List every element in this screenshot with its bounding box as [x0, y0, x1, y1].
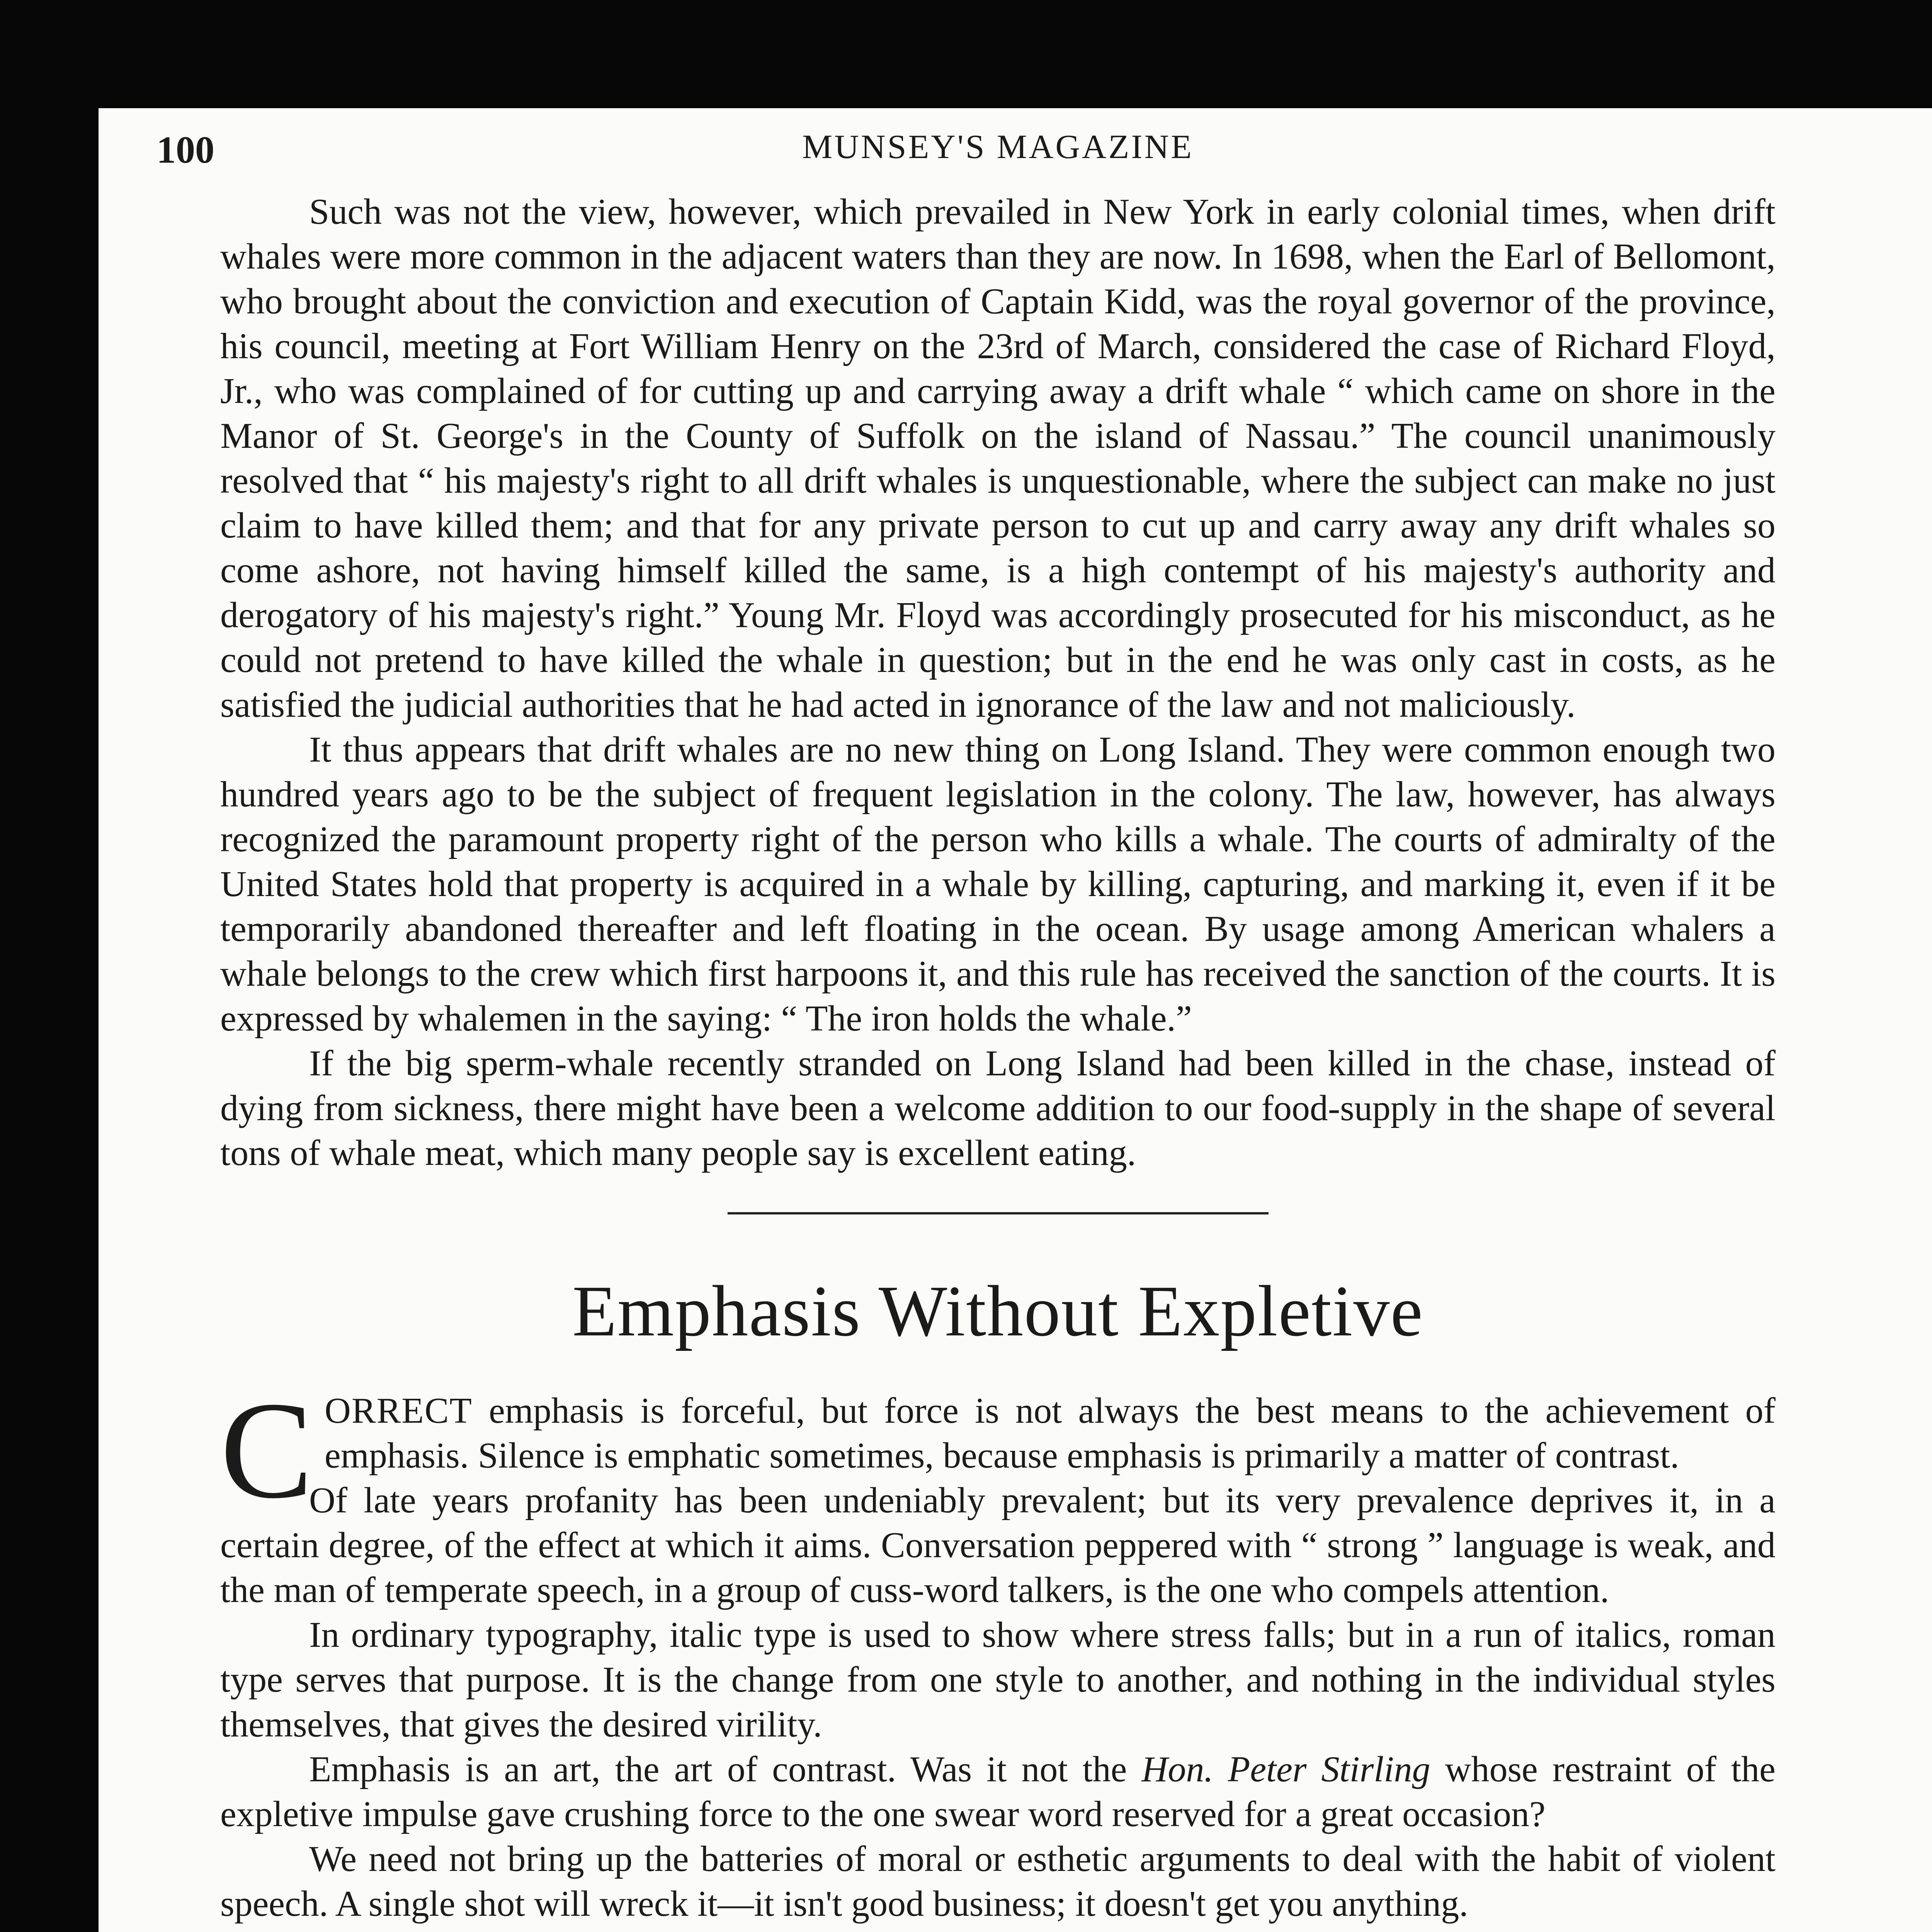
running-head: MUNSEY'S MAGAZINE — [802, 128, 1194, 166]
article2-paragraph-3: In ordinary typography, italic type is used to show where stress falls; but in a run of italics, roman type serves that purpose. It is the change from one style to another, and nothing in the individual styles themselves, that gives the desired virility. — [220, 1615, 1776, 1745]
drop-cap: C — [220, 1373, 313, 1527]
article2-paragraph-4 — [220, 1747, 1776, 1837]
p4-text-after: whose restraint of the expletive impulse gave crushing force to the one swear word reserved for a great occasion? — [220, 1749, 1776, 1834]
article2-paragraph-2: Of late years profanity has been undeniably prevalent; but its very prevalence deprives it, in a certain degree, of the effect at which it aims. Conversation peppered with “ strong ” language is weak, and the man of temperate speech, in a group of cuss-word talkers, is the one who compels attention. — [220, 1480, 1776, 1610]
p4-italic-name: Hon. Peter Stirling — [1141, 1749, 1430, 1789]
article-title: Emphasis Without Expletive — [572, 1270, 1423, 1351]
text-column — [156, 116, 1776, 1926]
article2-lead-paragraph — [220, 1373, 1776, 1527]
article1-paragraph-2: It thus appears that drift whales are no new thing on Long Island. They were common enough two hundred years ago to be the subject of frequent legislation in the colony. The law, however, has always recognized the paramount property right of the person who kills a whale. The courts of admiralty of the United States hold that property is acquired in a whale by killing, capturing, and marking it, even if it be temporarily abandoned thereafter and left floating in the ocean. By usage among American whalers a whale belongs to the crew which first harpoons it, and this rule has received the sanction of the courts. It is expressed by whalemen in the saying: “ The iron holds the whale.” — [220, 730, 1776, 1039]
lead-text: emphasis is forceful, but force is not always the best means to the achievement of emphasis. Silence is emphatic sometimes, because emphasis is primarily a matter of contrast. — [325, 1391, 1776, 1476]
article1-paragraph-1: Such was not the view, however, which prevailed in New York in early colonial times, when drift whales were more common in the adjacent waters than they are now. In 1698, when the Earl of Bellomont, who brought about the conviction and execution of Captain Kidd, was the royal governor of the province, his council, meeting at Fort William Henry on the 23rd of March, considered the case of Richard Floyd, Jr., who was complained of for cutting up and carrying away a drift whale “ which came on shore in the Manor of St. George's in the County of Suffolk on the island of Nassau.” The council unanimously resolved that “ his majesty's right to all drift whales is unquestionable, where the subject can make no just claim to have killed them; and that for any private person to cut up and carry away any drift whales so come ashore, not having himself killed the same, is a high contempt of his majesty's authority and derogatory of his majesty's right.” Young Mr. Floyd was accordingly prosecuted for his misconduct, as he could not pretend to have killed the whale in question; but in the end he was only cast in costs, as he satisfied the judicial authorities that he had acted in ignorance of the law and not maliciously. — [220, 192, 1776, 725]
page-header — [156, 116, 1776, 189]
article2-paragraph-5: We need not bring up the batteries of moral or esthetic arguments to deal with the habit of violent speech. A single shot will wreck it—it isn't good business; it doesn't get you anything. — [220, 1839, 1776, 1924]
page-number: 100 — [156, 128, 214, 171]
lead-first-word: ORRECT — [325, 1391, 473, 1431]
p4-text-before: Emphasis is an art, the art of contrast. Was it not the — [309, 1749, 1142, 1789]
section-divider — [728, 1212, 1269, 1214]
article1-paragraph-3: If the big sperm-whale recently stranded on Long Island had been killed in the chase, instead of dying from sickness, there might have been a welcome addition to our food-supply in the shape of several tons of whale meat, which many people say is excellent eating. — [220, 1043, 1776, 1173]
